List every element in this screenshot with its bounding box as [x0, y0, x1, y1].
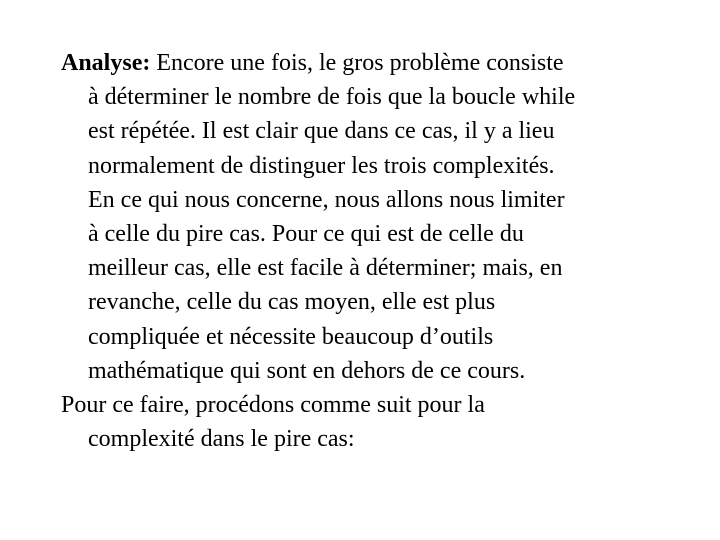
- analysis-line-5: En ce qui nous concerne, nous allons nous limiter: [88, 186, 565, 213]
- analysis-line-9: compliquée et nécessite beaucoup d’outils: [88, 323, 494, 350]
- analysis-line-1: Encore une fois, le gros problème consiste: [150, 50, 564, 76]
- analysis-paragraph: [61, 46, 661, 388]
- analysis-line-3: est répétée. Il est clair que dans ce cas, il y a lieu: [88, 118, 555, 145]
- analysis-line-10: mathématique qui sont en dehors de ce cours.: [88, 357, 526, 384]
- procedure-paragraph: [61, 388, 661, 456]
- analysis-lead: Analyse:: [61, 50, 151, 76]
- analysis-line-7: meilleur cas, elle est facile à déterminer; mais, en: [88, 255, 563, 282]
- procedure-line-2: complexité dans le pire cas:: [88, 426, 355, 453]
- analysis-line-8: revanche, celle du cas moyen, elle est plus: [88, 289, 496, 316]
- slide-body: [61, 46, 661, 456]
- analysis-line-2: à déterminer le nombre de fois que la boucle while: [88, 84, 576, 111]
- procedure-line-1: Pour ce faire, procédons comme suit pour la: [61, 392, 485, 419]
- analysis-line-4: normalement de distinguer les trois complexités.: [88, 152, 555, 179]
- analysis-line-6: à celle du pire cas. Pour ce qui est de celle du: [88, 221, 524, 248]
